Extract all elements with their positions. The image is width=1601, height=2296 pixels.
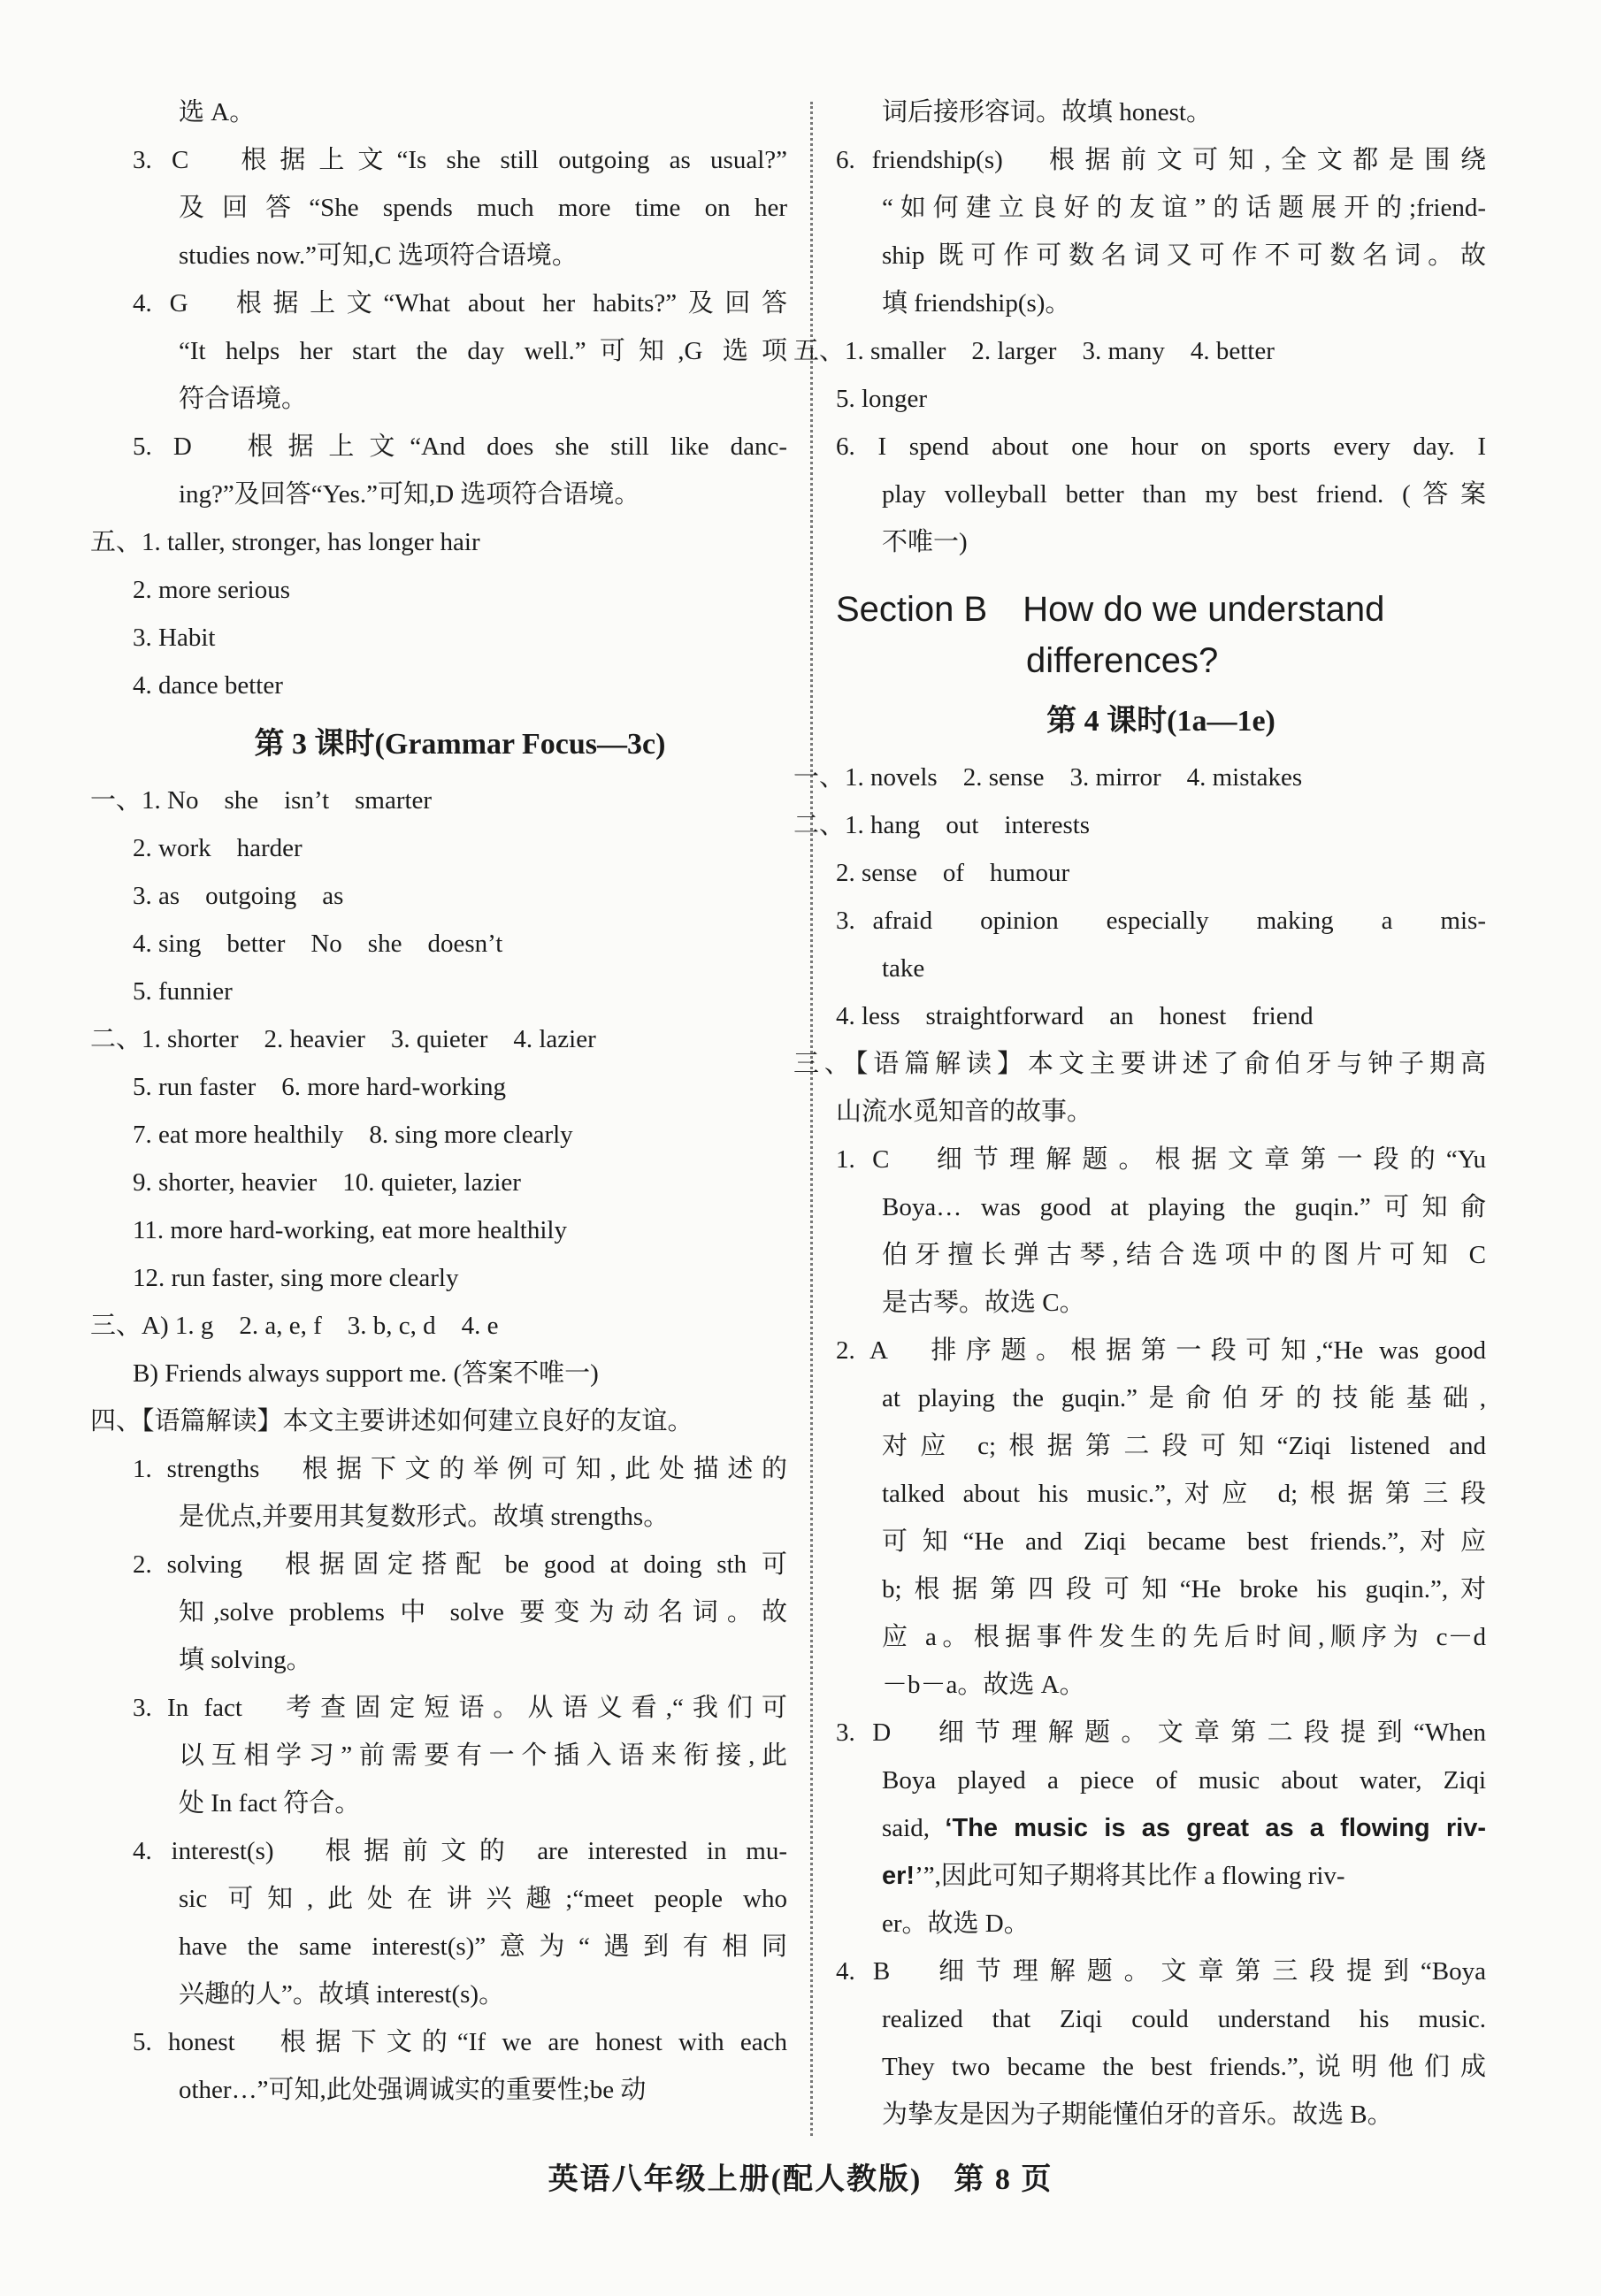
text-line: ship 既可作可数名词又可作不可数名词。故 [882,241,1486,270]
text-line: 2. more serious [133,576,290,604]
text-line: 2. sense of humour [836,859,1070,887]
text-line: 2. work harder [133,834,303,862]
text-line: 可知“He and Ziqi became best friends.”,对应 [882,1527,1486,1556]
text-line: 四、【语篇解读】本文主要讲述如何建立良好的友谊。 [90,1407,693,1435]
left-lines-bottom [90,777,787,2114]
text-line: “It helps her start the day well.”可知,G 选项 [179,337,787,365]
text-line: 4. less straightforward an honest friend [836,1002,1314,1030]
text-line: They two became the best friends.”,说明他们成 [882,2053,1486,2081]
text-line: －b－a。故选 A。 [882,1671,1085,1699]
text-line: 一、1. No she isn’t smarter [90,786,433,815]
text-line: 不唯一) [882,528,968,556]
text-line: 为挚友是因为子期能懂伯牙的音乐。故选 B。 [882,2101,1393,2129]
text-line: 5. run faster 6. more hard-working [133,1073,506,1101]
left-lines-top [90,88,787,709]
section-title-line-1: Section B How do we understand [836,590,1385,629]
text-line: studies now.”可知,C 选项符合语境。 [179,241,578,270]
right-lines-a [793,754,1486,1804]
text-line: 5. longer [836,385,928,413]
right-lines-top [793,88,1486,566]
after-quote: ’”,因此可知子期将其比作 a flowing riv- [915,1862,1345,1890]
text-line: Boya played a piece of music about water, Ziqi [882,1766,1486,1795]
text-line: 词后接形容词。故填 honest。 [882,98,1212,126]
bold-quote-end: er! [882,1862,915,1890]
text-line: 五、1. smaller 2. larger 3. many 4. better [793,337,1275,365]
text-line: Boya… was good at playing the guqin.”可知俞 [882,1193,1486,1221]
text-line: 1. C 细节理解题。根据文章第一段的“Yu [836,1145,1486,1174]
left-column [90,88,787,2114]
text-line: 3. D 细节理解题。文章第二段提到“When [836,1718,1486,1747]
text-line: 符合语境。 [179,385,308,413]
text-line: talked about his music.”,对应 d;根据第三段 [882,1480,1486,1508]
text-line: 是优点,并要用其复数形式。故填 strengths。 [179,1503,670,1531]
text-line: 选 A。 [179,98,256,126]
text-line: sic 可知,此处在讲兴趣;“meet people who [179,1885,787,1913]
text-line: 11. more hard-working, eat more healthily [133,1216,567,1244]
text-line: 4. G 根据上文“What about her habits?”及回答 [133,289,787,318]
text-line: 三、A) 1. g 2. a, e, f 3. b, c, d 4. e [90,1312,499,1340]
text-line: 3. In fact 考查固定短语。从语义看,“我们可 [133,1694,787,1722]
text-line: 5. funnier [133,977,233,1006]
text-line: 以互相学习”前需要有一个插入语来衔接,此 [179,1741,787,1770]
text-line: 3. afraid opinion especially making a mis- [836,907,1486,935]
text-line: 应 a。根据事件发生的先后时间,顺序为 c－d [882,1623,1486,1651]
text-line: b;根据第四段可知“He broke his guqin.”,对 [882,1575,1486,1603]
text-line: 二、1. shorter 2. heavier 3. quieter 4. lazier [90,1025,596,1053]
text-line: 5. D 根据上文“And does she still like danc- [133,432,787,461]
text-line: 对应 c;根据第二段可知“Ziqi listened and [882,1432,1486,1460]
text-line: 二、1. hang out interests [793,811,1091,839]
right-column [793,88,1486,2139]
right-lines-b [836,1900,1486,2139]
quote-line [836,1804,1486,1852]
column-divider [810,102,813,2136]
text-line: 4. B 细节理解题。文章第三段提到“Boya [836,1957,1486,1986]
text-line: ing?”及回答“Yes.”可知,D 选项符合语境。 [179,480,640,509]
text-line: other…”可知,此处强调诚实的重要性;be 动 [179,2076,647,2104]
said-prefix: said, [882,1814,946,1842]
text-line: at playing the guqin.”是俞伯牙的技能基础, [882,1384,1486,1412]
text-line: er。故选 D。 [882,1910,1030,1938]
text-line: play volleyball better than my best friend. (答案 [882,480,1486,509]
text-line: 3. C 根据上文“Is she still outgoing as usual?” [133,146,787,174]
text-line: 填 friendship(s)。 [882,289,1071,318]
text-line: 3. as outgoing as [133,882,344,910]
text-line: 2. solving 根据固定搭配 be good at doing sth 可 [133,1550,787,1579]
text-line: “如何建立良好的友谊”的话题展开的;friend- [882,194,1486,222]
text-line: 处 In fact 符合。 [179,1789,361,1818]
text-line: 1. strengths 根据下文的举例可知,此处描述的 [133,1455,787,1483]
text-line: 是古琴。故选 C。 [882,1289,1085,1317]
text-line: 4. interest(s) 根据前文的 are interested in mu- [133,1837,787,1865]
text-line: 兴趣的人”。故填 interest(s)。 [179,1980,505,2009]
text-line: 一、1. novels 2. sense 3. mirror 4. mistakes [793,763,1303,792]
text-line: 7. eat more healthily 8. sing more clearly [133,1121,573,1149]
text-line: 4. dance better [133,671,283,700]
text-line: 及回答“She spends much more time on her [179,194,787,222]
bold-quote: ‘The music is as great as a flowing riv- [945,1814,1486,1842]
text-line: 2. A 排序题。根据第一段可知,“He was good [836,1336,1486,1365]
text-line: 五、1. taller, stronger, has longer hair [90,528,480,556]
section-title [836,584,1486,686]
text-line: 三、【语篇解读】本文主要讲述了俞伯牙与钟子期高 [793,1050,1486,1078]
lesson-heading: 第 3 课时(Grammar Focus—3c) [254,728,666,761]
text-line: 知,solve problems 中 solve 要变为动名词。故 [179,1598,787,1626]
text-line: 3. Habit [133,624,216,652]
text-line: 填 solving。 [179,1646,312,1674]
text-line: have the same interest(s)”意为“遇到有相同 [179,1932,787,1961]
text-line: 6. I spend about one hour on sports every day. I [836,432,1486,461]
text-line: 12. run faster, sing more clearly [133,1264,459,1292]
text-line: 5. honest 根据下文的“If we are honest with each [133,2028,787,2056]
text-line: 6. friendship(s) 根据前文可知,全文都是围绕 [836,146,1486,174]
text-line: 伯牙擅长弹古琴,结合选项中的图片可知 C [882,1241,1486,1269]
quote-line-2 [836,1852,1486,1900]
lesson-heading: 第 4 课时(1a—1e) [1046,705,1275,738]
text-line: 9. shorter, heavier 10. quieter, lazier [133,1168,521,1197]
text-line: realized that Ziqi could understand his music. [882,2005,1486,2033]
text-line: 山流水觅知音的故事。 [836,1098,1093,1126]
page-footer: 英语八年级上册(配人教版) 第 8 页 [548,2163,1053,2196]
section-title-line-2: differences? [1026,641,1219,680]
text-line: take [882,954,925,983]
text-line: B) Friends always support me. (答案不唯一) [133,1359,599,1388]
text-line: 4. sing better No she doesn’t [133,930,503,958]
